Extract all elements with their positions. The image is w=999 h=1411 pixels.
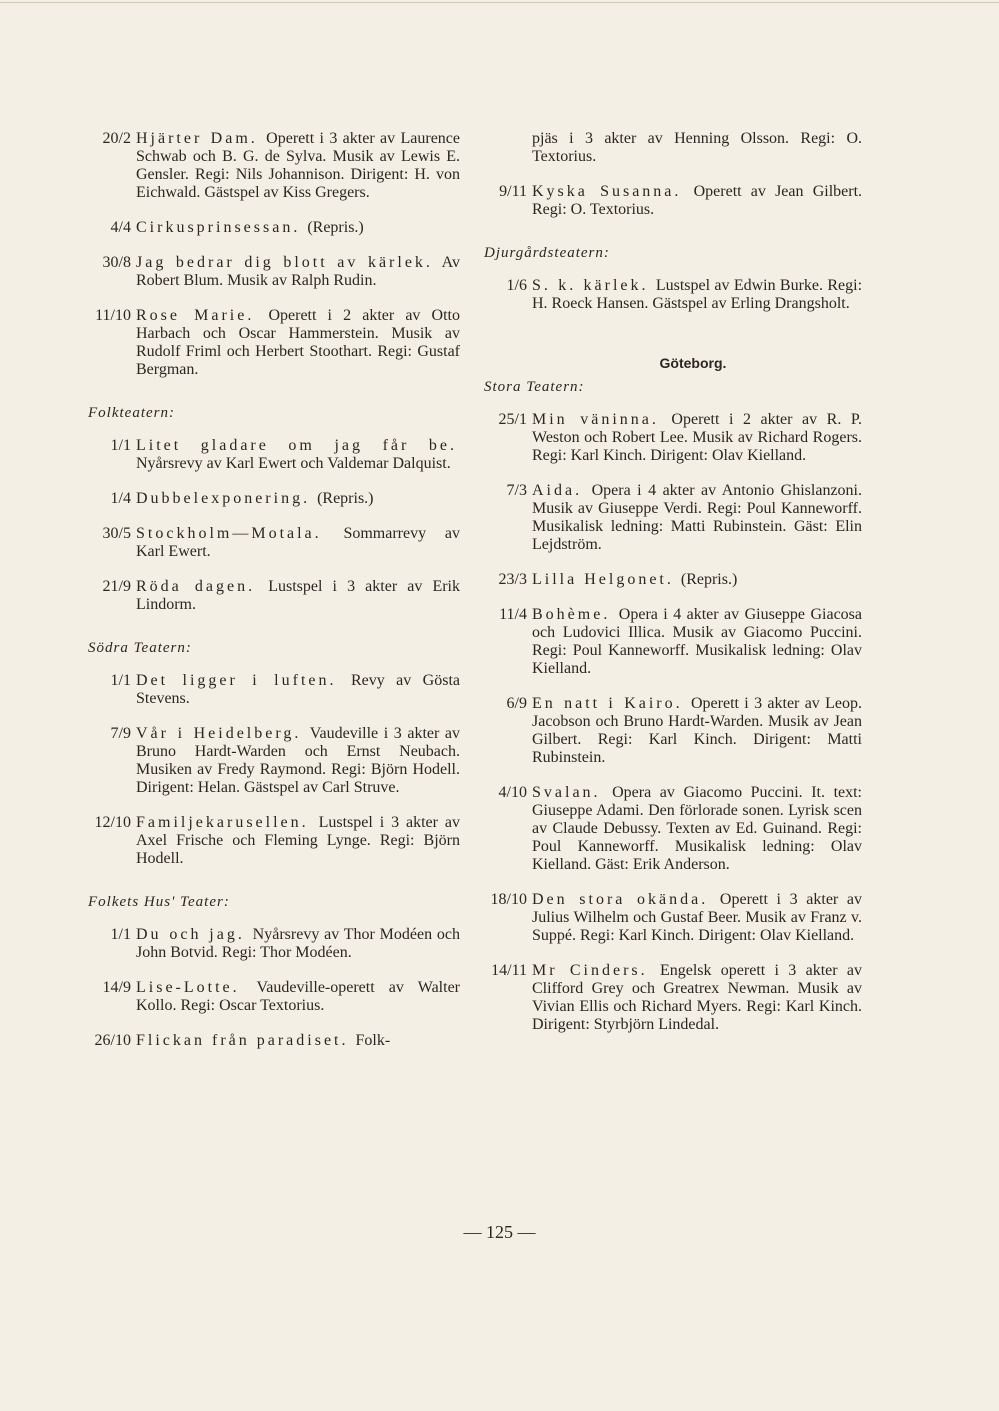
performance-entry — [484, 784, 862, 874]
performance-entry — [88, 725, 460, 797]
performance-entry — [88, 130, 460, 202]
folkteatern-entries — [88, 437, 460, 614]
page-number: — 125 — — [463, 1222, 536, 1242]
entry-description: Opera i 4 akter av Giuseppe Giacosa och Ludovici Illica. Musik av Giacomo Puccini. Regi: Poul Kanneworff. Musikalisk ledning: Olav Kielland. — [532, 606, 863, 677]
stora-teatern-entries — [484, 411, 862, 1034]
section-heading-folkets-hus-teater: Folkets Hus' Teater: — [88, 894, 230, 910]
entry-description: Operett i 3 akter av Leop. Jacobson och Bruno Hardt-Warden. Musik av Jean Gilbert. Regi: Karl Kinch. Dirigent: Matti Rubinstein. — [532, 695, 863, 766]
entry-title: En natt i Kairo. — [532, 695, 683, 712]
folkets-hus-entries — [88, 926, 460, 1050]
section-heading-folkteatern: Folkteatern: — [88, 405, 175, 421]
entry-description: Operett i 3 akter av Julius Wilhelm och Gustaf Beer. Musik av Franz v. Suppé. Regi: Karl Kinch. Dirigent: Olav Kielland. — [532, 891, 863, 944]
section-heading-stora-teatern: Stora Teatern: — [484, 379, 585, 395]
entry-title: Rose Marie. — [136, 307, 255, 324]
entry-description: (Repris.) — [317, 490, 374, 507]
section-heading-djurgardsteatern: Djurgårdsteatern: — [484, 245, 610, 261]
entry-title: Aida. — [532, 482, 583, 499]
performance-entry — [88, 1032, 460, 1050]
performance-entry — [88, 219, 460, 237]
entry-text — [532, 411, 862, 465]
entry-title: Det ligger i luften. — [136, 672, 337, 689]
entry-date: 9/11 — [499, 183, 527, 200]
performance-entry — [484, 183, 862, 219]
entry-description: Vaudeville i 3 akter av Bruno Hardt-Warden och Ernst Neubach. Musiken av Fredy Raymond. Regi: Björn Hodell. Dirigent: Helan. Gästspel av Carl Struve. — [136, 725, 461, 796]
entry-description: Lustspel i 3 akter av Axel Frische och Fleming Lynge. Regi: Björn Hodell. — [136, 814, 460, 867]
entry-description: Operett i 2 akter av Otto Harbach och Oscar Hammerstein. Musik av Rudolf Friml och Herbert Stoothart. Regi: Gustaf Bergman. — [136, 307, 461, 378]
left-column — [88, 130, 460, 1067]
entry-text — [136, 926, 460, 962]
entry-title: Bohème. — [532, 606, 611, 623]
right-opening-entries — [484, 183, 862, 219]
right-column — [484, 130, 862, 1051]
entry-title: Litet gladare om jag får be. — [136, 437, 457, 454]
entry-description: Lustspel i 3 akter av Erik Lindorm. — [136, 578, 461, 613]
entry-description: (Repris.) — [307, 219, 364, 236]
entry-description: Opera i 4 akter av Antonio Ghislanzoni. Musik av Giuseppe Verdi. Regi: Poul Kanneworff. Musikalisk ledning: Matti Rubinstein. Gäst: Elin Lejdström. — [532, 482, 862, 553]
entry-title: Cirkusprinsessan. — [136, 219, 301, 236]
performance-entry — [484, 606, 862, 678]
entry-description: Operett av Jean Gilbert. Regi: O. Textorius. — [532, 183, 863, 218]
entry-text — [532, 784, 862, 874]
continued-entry-text: pjäs i 3 akter av Henning Olsson. Regi: O. Textorius. — [532, 130, 862, 165]
entry-description: Operett i 3 akter av Laurence Schwab och B. G. de Sylva. Musik av Lewis E. Gensler. Regi: Nils Johannison. Dirigent: H. von Eichwald. Gästspel av Kiss Gregers. — [136, 130, 461, 201]
entry-date: 4/4 — [110, 219, 131, 236]
entry-text — [532, 891, 862, 945]
entry-description: Lustspel av Edwin Burke. Regi: H. Roeck Hansen. Gästspel av Erling Drangsholt. — [532, 277, 863, 312]
entry-text — [136, 525, 460, 561]
entry-date: 1/1 — [110, 672, 131, 689]
left-opening-entries — [88, 130, 460, 379]
entry-title: Den stora okända. — [532, 891, 709, 908]
entry-date: 1/4 — [110, 490, 131, 507]
entry-title: Röda dagen. — [136, 578, 256, 595]
entry-date: 11/4 — [499, 606, 527, 623]
performance-entry — [88, 672, 460, 708]
entry-text — [136, 307, 460, 379]
performance-entry — [88, 979, 460, 1015]
entry-date: 14/9 — [102, 979, 131, 996]
entry-title: Mr Cinders. — [532, 962, 648, 979]
entry-text — [532, 277, 862, 313]
performance-entry — [484, 411, 862, 465]
entry-text — [136, 578, 460, 614]
performance-entry — [484, 962, 862, 1034]
performance-entry — [88, 437, 460, 473]
section-heading-sodra-teatern: Södra Teatern: — [88, 640, 192, 656]
performance-entry — [88, 254, 460, 290]
entry-text — [136, 979, 460, 1015]
performance-entry — [88, 578, 460, 614]
entry-text — [532, 695, 862, 767]
entry-date: 6/9 — [506, 695, 527, 712]
entry-date: 30/5 — [102, 525, 131, 542]
top-edge-rule — [0, 2, 999, 3]
entry-text — [136, 254, 460, 290]
entry-date: 18/10 — [490, 891, 527, 908]
entry-text — [532, 482, 862, 554]
entry-date: 23/3 — [498, 571, 527, 588]
performance-entry — [88, 307, 460, 379]
entry-description: Av Robert Blum. Musik av Ralph Rudin. — [136, 254, 461, 289]
sodra-teatern-entries — [88, 672, 460, 868]
entry-date: 7/3 — [506, 482, 527, 499]
performance-entry — [484, 891, 862, 945]
entry-title: Stockholm—Motala. — [136, 525, 322, 542]
entry-title: Jag bedrar dig blott av kärlek. — [136, 254, 433, 271]
entry-text — [136, 130, 460, 202]
entry-description: Sommarrevy av Karl Ewert. — [136, 525, 460, 560]
entry-text — [532, 962, 862, 1034]
entry-description: Vaudeville-operett av Walter Kollo. Regi: Oscar Textorius. — [136, 979, 460, 1014]
entry-date: 11/10 — [95, 307, 131, 324]
entry-description: Opera av Giacomo Puccini. It. text: Giuseppe Adami. Den förlorade sonen. Lyrisk scen av Claude Debussy. Texten av Ed. Guinand. Regi: Poul Kanneworff. Musikalisk ledning: Olav Kielland. Gäst: Erik Anderson. — [532, 784, 863, 873]
entry-title: Lise-Lotte. — [136, 979, 240, 996]
entry-title: Kyska Susanna. — [532, 183, 682, 200]
entry-title: Lilla Helgonet. — [532, 571, 674, 588]
entry-title: Du och jag. — [136, 926, 245, 943]
entry-text — [136, 1032, 460, 1050]
performance-entry — [88, 490, 460, 508]
entry-description: Nyårsrevy av Karl Ewert och Valdemar Dalquist. — [136, 455, 451, 472]
entry-text — [532, 571, 862, 589]
entry-date: 26/10 — [94, 1032, 131, 1049]
entry-text — [532, 606, 862, 678]
entry-title: Dubbelexponering. — [136, 490, 311, 507]
performance-entry — [484, 277, 862, 313]
entry-text — [136, 437, 460, 473]
entry-title: Min väninna. — [532, 411, 659, 428]
performance-entry — [88, 926, 460, 962]
entry-date: 21/9 — [102, 578, 131, 595]
entry-description: Engelsk operett i 3 akter av Clifford Grey och Greatrex Newman. Musik av Vivian Ellis och Richard Myers. Regi: Karl Kinch. Dirigent: Styrbjörn Lindedal. — [532, 962, 862, 1033]
entry-date: 25/1 — [498, 411, 527, 428]
entry-date: 1/1 — [110, 926, 131, 943]
entry-title: Vår i Heidelberg. — [136, 725, 302, 742]
entry-title: Svalan. — [532, 784, 601, 801]
entry-description: Folk- — [355, 1032, 391, 1049]
entry-title: Flickan från paradiset. — [136, 1032, 349, 1049]
entry-date: 7/9 — [110, 725, 131, 742]
entry-date: 30/8 — [102, 254, 131, 271]
entry-description: Operett i 2 akter av R. P. Weston och Robert Lee. Musik av Richard Rogers. Regi: Karl Kinch. Dirigent: Olav Kielland. — [532, 411, 862, 464]
performance-entry — [88, 814, 460, 868]
entry-text — [136, 672, 460, 708]
entry-title: Familjekarusellen. — [136, 814, 309, 831]
entry-text — [532, 183, 862, 219]
entry-date: 12/10 — [94, 814, 131, 831]
entry-title: S. k. kärlek. — [532, 277, 649, 294]
performance-entry — [88, 525, 460, 561]
djurgardsteatern-entries — [484, 277, 862, 313]
entry-date: 1/1 — [110, 437, 131, 454]
performance-entry — [484, 571, 862, 589]
entry-date: 14/11 — [491, 962, 527, 979]
entry-title: Hjärter Dam. — [136, 130, 258, 147]
entry-text — [136, 490, 460, 508]
entry-description: Nyårsrevy av Thor Modéen och John Botvid. Regi: Thor Modéen. — [136, 926, 461, 961]
performance-entry — [484, 695, 862, 767]
entry-date: 20/2 — [102, 130, 131, 147]
entry-description: Revy av Gösta Stevens. — [136, 672, 461, 707]
entry-date: 1/6 — [506, 277, 527, 294]
entry-text — [136, 814, 460, 868]
entry-text — [136, 725, 460, 797]
entry-description: (Repris.) — [680, 571, 738, 588]
city-heading-goteborg: Göteborg. — [659, 355, 727, 371]
entry-date: 4/10 — [498, 784, 527, 801]
performance-entry — [484, 482, 862, 554]
entry-text — [136, 219, 460, 237]
